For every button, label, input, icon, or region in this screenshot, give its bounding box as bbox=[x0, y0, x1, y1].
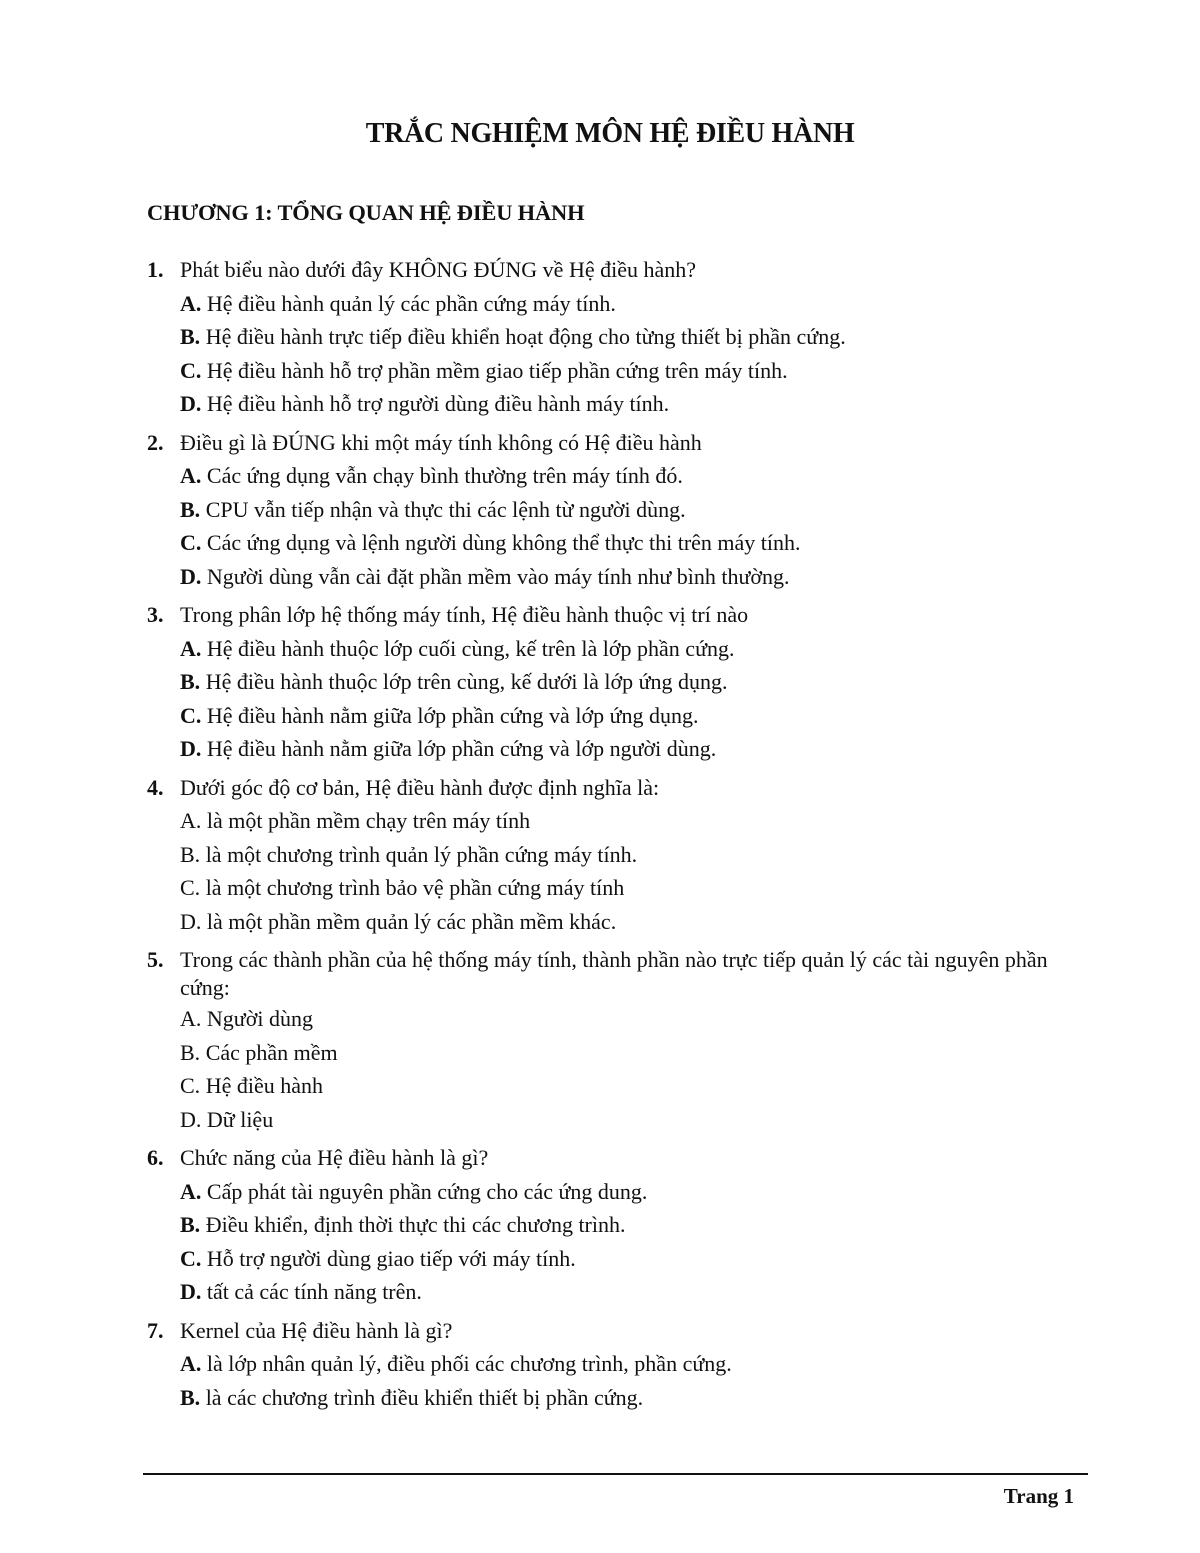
option-text: là một phần mềm chạy trên máy tính bbox=[201, 808, 531, 833]
option-letter: C. bbox=[180, 702, 202, 728]
option-letter: A. bbox=[180, 808, 202, 833]
option-text: Các phần mềm bbox=[200, 1039, 338, 1065]
question-stem bbox=[147, 771, 1077, 805]
option-letter: C. bbox=[180, 530, 202, 555]
option-letter: B. bbox=[180, 324, 201, 349]
option-letter: B. bbox=[180, 1384, 201, 1410]
question-stem bbox=[147, 943, 1077, 1002]
option-text: Điều khiển, định thời thực thi các chương trình. bbox=[200, 1212, 626, 1237]
option-letter: A. bbox=[180, 1006, 202, 1031]
question-stem bbox=[147, 598, 1077, 632]
question-item bbox=[147, 1314, 1077, 1415]
question-item bbox=[147, 253, 1077, 421]
question-text: Chức năng của Hệ điều hành là gì? bbox=[180, 1145, 489, 1170]
question-item bbox=[147, 1141, 1077, 1309]
option-letter: A. bbox=[180, 635, 202, 661]
answer-options bbox=[147, 1347, 1077, 1414]
question-item bbox=[147, 943, 1077, 1136]
answer-options bbox=[147, 1002, 1077, 1136]
question-number: 7. bbox=[147, 1317, 164, 1343]
question-text: Dưới góc độ cơ bản, Hệ điều hành được định nghĩa là: bbox=[180, 774, 660, 800]
answer-option bbox=[180, 804, 1077, 838]
answer-option bbox=[180, 1208, 1077, 1242]
answer-option bbox=[180, 1103, 1077, 1137]
option-letter: B. bbox=[180, 841, 201, 867]
option-text: tất cả các tính năng trên. bbox=[201, 1279, 422, 1304]
option-letter: A. bbox=[180, 1351, 202, 1376]
question-number: 5. bbox=[147, 947, 164, 972]
question-number: 4. bbox=[147, 774, 164, 800]
answer-options bbox=[147, 804, 1077, 938]
answer-option bbox=[180, 1069, 1077, 1103]
answer-option bbox=[180, 387, 1077, 421]
answer-option bbox=[180, 732, 1077, 766]
answer-options bbox=[147, 287, 1077, 421]
answer-option bbox=[180, 526, 1077, 560]
question-item bbox=[147, 426, 1077, 594]
chapter-heading: CHƯƠNG 1: TỔNG QUAN HỆ ĐIỀU HÀNH bbox=[147, 200, 585, 225]
option-letter: D. bbox=[180, 563, 202, 589]
option-text: Người dùng bbox=[201, 1006, 313, 1031]
answer-option bbox=[180, 354, 1077, 388]
option-letter: C. bbox=[180, 357, 202, 383]
option-text: CPU vẫn tiếp nhận và thực thi các lệnh từ người dùng. bbox=[200, 496, 686, 522]
question-text: Trong phân lớp hệ thống máy tính, Hệ điều hành thuộc vị trí nào bbox=[180, 602, 749, 627]
option-letter: C. bbox=[180, 1073, 201, 1098]
option-text: là các chương trình điều khiển thiết bị phần cứng. bbox=[200, 1384, 644, 1410]
answer-option bbox=[180, 1275, 1077, 1309]
answer-option bbox=[180, 838, 1077, 872]
option-letter: B. bbox=[180, 1039, 201, 1065]
question-list bbox=[147, 253, 1077, 1419]
option-text: là một chương trình bảo vệ phần cứng máy tính bbox=[200, 875, 625, 900]
answer-option bbox=[180, 1036, 1077, 1070]
option-letter: A. bbox=[180, 1178, 202, 1204]
answer-option bbox=[180, 1381, 1077, 1415]
option-letter: D. bbox=[180, 391, 202, 416]
answer-option bbox=[180, 665, 1077, 699]
answer-option bbox=[180, 287, 1077, 321]
question-text: Điều gì là ĐÚNG khi một máy tính không có Hệ điều hành bbox=[180, 429, 702, 455]
option-text: Cấp phát tài nguyên phần cứng cho các ứng dung. bbox=[201, 1178, 648, 1204]
option-letter: A. bbox=[180, 463, 202, 488]
answer-option bbox=[180, 905, 1077, 939]
answer-option bbox=[180, 871, 1077, 905]
question-text: Trong các thành phần của hệ thống máy tính, thành phần nào trực tiếp quản lý các tài nguyên phần cứng: bbox=[180, 947, 1048, 1000]
answer-option bbox=[180, 699, 1077, 733]
document-title: TRẮC NGHIỆM MÔN HỆ ĐIỀU HÀNH bbox=[365, 118, 855, 149]
option-letter: D. bbox=[180, 736, 202, 761]
answer-option bbox=[180, 493, 1077, 527]
option-text: là một phần mềm quản lý các phần mềm khác. bbox=[201, 908, 617, 934]
option-letter: D. bbox=[180, 1106, 202, 1132]
answer-options bbox=[147, 459, 1077, 593]
answer-option bbox=[180, 632, 1077, 666]
option-letter: A. bbox=[180, 290, 202, 316]
page-number: Trang 1 bbox=[1003, 1484, 1074, 1508]
option-letter: C. bbox=[180, 1245, 202, 1271]
question-stem bbox=[147, 1141, 1077, 1175]
option-text: Dữ liệu bbox=[201, 1106, 274, 1132]
question-item bbox=[147, 771, 1077, 939]
option-text: Hỗ trợ người dùng giao tiếp với máy tính. bbox=[201, 1245, 576, 1271]
option-letter: D. bbox=[180, 1279, 202, 1304]
question-number: 1. bbox=[147, 257, 164, 282]
option-text: Hệ điều hành quản lý các phần cứng máy tính. bbox=[201, 290, 616, 316]
question-item bbox=[147, 598, 1077, 766]
option-text: Các ứng dụng và lệnh người dùng không thể thực thi trên máy tính. bbox=[201, 530, 801, 555]
option-text: Hệ điều hành thuộc lớp cuối cùng, kế trên là lớp phần cứng. bbox=[201, 635, 735, 661]
option-text: Hệ điều hành hỗ trợ phần mềm giao tiếp phần cứng trên máy tính. bbox=[201, 357, 788, 383]
option-text: Hệ điều hành hỗ trợ người dùng điều hành máy tính. bbox=[201, 391, 670, 416]
question-text: Kernel của Hệ điều hành là gì? bbox=[180, 1317, 453, 1343]
question-number: 2. bbox=[147, 429, 164, 455]
option-text: Các ứng dụng vẫn chạy bình thường trên máy tính đó. bbox=[201, 463, 683, 488]
question-number: 6. bbox=[147, 1145, 164, 1170]
answer-option bbox=[180, 1242, 1077, 1276]
option-letter: D. bbox=[180, 908, 202, 934]
option-text: Hệ điều hành thuộc lớp trên cùng, kế dưới là lớp ứng dụng. bbox=[200, 669, 728, 694]
answer-option bbox=[180, 459, 1077, 493]
option-letter: C. bbox=[180, 875, 201, 900]
option-text: Người dùng vẫn cài đặt phần mềm vào máy tính như bình thường. bbox=[201, 563, 790, 589]
answer-options bbox=[147, 1175, 1077, 1309]
footer-divider bbox=[143, 1473, 1088, 1475]
option-text: Hệ điều hành trực tiếp điều khiển hoạt động cho từng thiết bị phần cứng. bbox=[200, 324, 846, 349]
question-number: 3. bbox=[147, 602, 164, 627]
question-stem bbox=[147, 253, 1077, 287]
option-text: Hệ điều hành nằm giữa lớp phần cứng và lớp người dùng. bbox=[201, 736, 717, 761]
option-text: Hệ điều hành nằm giữa lớp phần cứng và lớp ứng dụng. bbox=[201, 702, 699, 728]
answer-options bbox=[147, 632, 1077, 766]
option-letter: B. bbox=[180, 1212, 201, 1237]
question-stem bbox=[147, 1314, 1077, 1348]
option-letter: B. bbox=[180, 669, 201, 694]
answer-option bbox=[180, 1002, 1077, 1036]
answer-option bbox=[180, 320, 1077, 354]
answer-option bbox=[180, 1175, 1077, 1209]
option-text: là lớp nhân quản lý, điều phối các chương trình, phần cứng. bbox=[201, 1351, 732, 1376]
question-stem bbox=[147, 426, 1077, 460]
question-text: Phát biểu nào dưới đây KHÔNG ĐÚNG về Hệ điều hành? bbox=[180, 257, 697, 282]
option-text: Hệ điều hành bbox=[200, 1073, 323, 1098]
option-letter: B. bbox=[180, 496, 201, 522]
answer-option bbox=[180, 560, 1077, 594]
option-text: là một chương trình quản lý phần cứng máy tính. bbox=[200, 841, 638, 867]
answer-option bbox=[180, 1347, 1077, 1381]
